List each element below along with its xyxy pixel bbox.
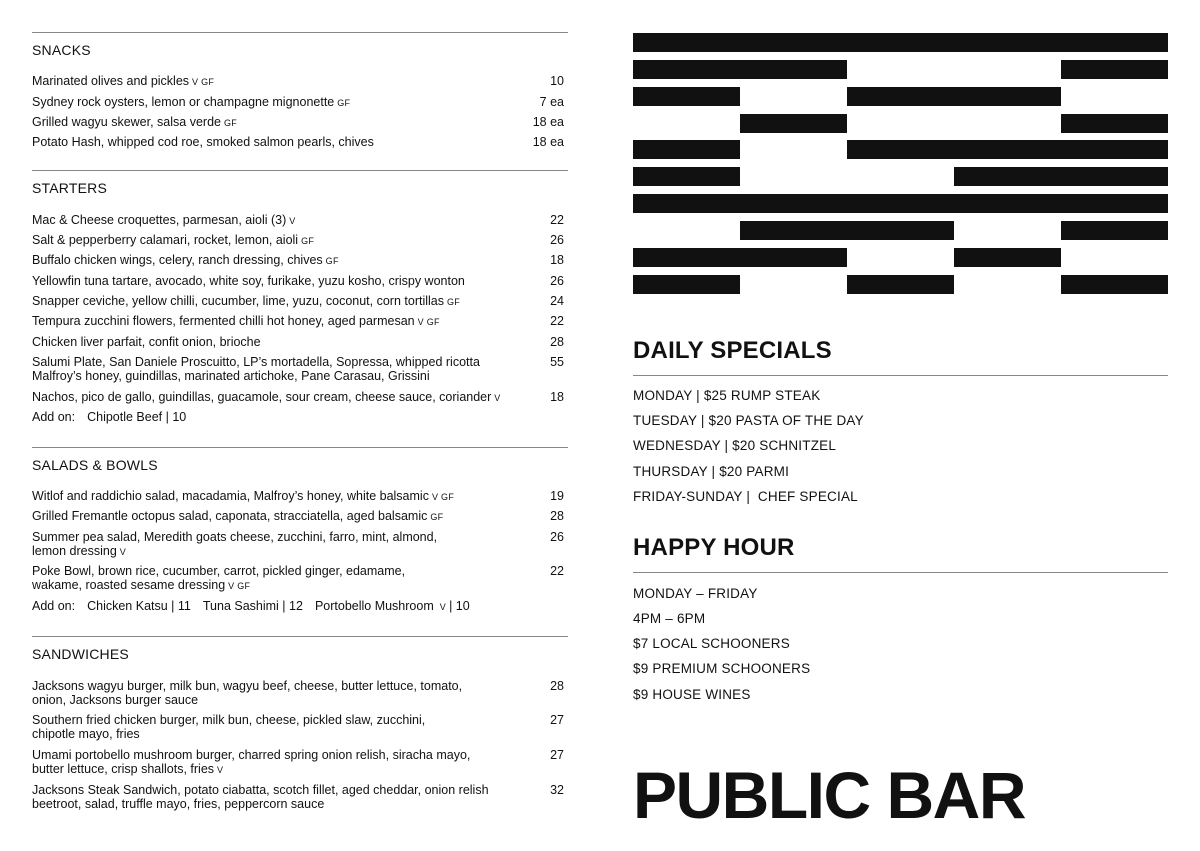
pattern-bar xyxy=(740,221,954,240)
item-price: 26 xyxy=(550,530,564,544)
item-price: 18 ea xyxy=(532,115,564,129)
dietary-tags: GF xyxy=(447,297,461,307)
pattern-bar xyxy=(954,167,1168,186)
add-on-option: Tuna Sashimi | 12 xyxy=(202,599,303,613)
salads-section xyxy=(32,447,568,613)
pattern-bar xyxy=(633,87,740,106)
item-name: Southern fried chicken burger, milk bun, cheese, pickled slaw, zucchini, xyxy=(32,713,426,727)
item-price: 55 xyxy=(550,355,564,369)
item-name: Buffalo chicken wings, celery, ranch dressing, chives xyxy=(32,253,323,267)
pattern-bar xyxy=(1061,60,1168,79)
pattern-bar xyxy=(633,60,847,79)
item-price: 26 xyxy=(550,233,564,247)
item-price: 18 ea xyxy=(532,135,564,149)
pattern-bar xyxy=(633,140,740,159)
item-name-continued: onion, Jacksons burger sauce xyxy=(32,693,199,707)
item-name: Witlof and raddichio salad, macadamia, Malfroy’s honey, white balsamic xyxy=(32,489,429,503)
pattern-bar xyxy=(1061,221,1168,240)
pattern-bar xyxy=(954,248,1061,267)
divider xyxy=(32,636,568,637)
special-line: MONDAY | $25 RUMP STEAK xyxy=(633,388,821,403)
item-name: Snapper ceviche, yellow chilli, cucumber, lime, yuzu, coconut, corn tortillas xyxy=(32,294,444,308)
item-price: 28 xyxy=(550,679,564,693)
item-price: 18 xyxy=(550,253,564,267)
happy-hour-line: 4PM – 6PM xyxy=(633,611,706,626)
item-name: Marinated olives and pickles xyxy=(32,74,190,88)
daily-specials-title: DAILY SPECIALS xyxy=(633,337,832,364)
item-name-continued: lemon dressing xyxy=(32,544,117,558)
item-price: 26 xyxy=(550,274,564,288)
dietary-tags: GF xyxy=(301,236,315,246)
dietary-tags: V xyxy=(289,216,296,226)
dietary-tags: GF xyxy=(223,118,238,128)
pattern-bar xyxy=(740,114,847,133)
item-price: 22 xyxy=(550,213,564,227)
add-on-line xyxy=(32,599,482,613)
pattern-bar xyxy=(1061,275,1168,294)
item-price: 32 xyxy=(550,783,564,797)
item-name: Mac & Cheese croquettes, parmesan, aioli (3) xyxy=(32,213,287,227)
item-price: 28 xyxy=(550,509,564,523)
item-price: 18 xyxy=(550,390,564,404)
item-name: Tempura zucchini flowers, fermented chilli hot honey, aged parmesan xyxy=(32,314,415,328)
add-on-label: Add on: xyxy=(32,599,76,613)
pattern-bar xyxy=(633,248,847,267)
item-name-continued: butter lettuce, crisp shallots, fries xyxy=(32,762,215,776)
item-price: 10 xyxy=(550,74,564,88)
item-name: Jacksons wagyu burger, milk bun, wagyu beef, cheese, butter lettuce, tomato, xyxy=(32,679,463,693)
item-price: 22 xyxy=(550,314,564,328)
special-line: THURSDAY | $20 PARMI xyxy=(633,464,790,479)
add-on-option: Portobello Mushroom xyxy=(314,599,434,613)
item-name: Salt & pepperberry calamari, rocket, lemon, aioli xyxy=(32,233,299,247)
dietary-tags: V xyxy=(439,602,447,612)
pattern-bar xyxy=(633,194,1168,213)
special-line: WEDNESDAY | $20 SCHNITZEL xyxy=(633,438,837,453)
item-name: Potato Hash, whipped cod roe, smoked salmon pearls, chives xyxy=(32,135,374,149)
dietary-tags: GF xyxy=(430,512,444,522)
item-price: 28 xyxy=(550,335,564,349)
dietary-tags: GF xyxy=(337,98,351,108)
item-price: 24 xyxy=(550,294,564,308)
happy-hour-line: $9 PREMIUM SCHOONERS xyxy=(633,661,811,676)
dietary-tags: V GF xyxy=(192,77,215,87)
item-name: Summer pea salad, Meredith goats cheese, zucchini, farro, mint, almond, xyxy=(32,530,438,544)
item-name: Umami portobello mushroom burger, charred spring onion relish, siracha mayo, xyxy=(32,748,471,762)
happy-hour-line: MONDAY – FRIDAY xyxy=(633,586,758,601)
item-price: 7 ea xyxy=(539,95,564,109)
pattern-bar xyxy=(847,140,1168,159)
dietary-tags: V GF xyxy=(417,317,440,327)
dietary-tags: V xyxy=(494,393,501,403)
item-name: Sydney rock oysters, lemon or champagne mignonette xyxy=(32,95,335,109)
section-title: STARTERS xyxy=(32,180,107,196)
item-name: Grilled wagyu skewer, salsa verde xyxy=(32,115,221,129)
item-name: Chicken liver parfait, confit onion, brioche xyxy=(32,335,261,349)
add-on-line xyxy=(32,410,198,424)
item-price: 27 xyxy=(550,748,564,762)
divider xyxy=(633,375,1168,376)
snacks-section xyxy=(32,32,568,149)
item-name: Yellowfin tuna tartare, avocado, white soy, furikake, yuzu kosho, crispy wonton xyxy=(32,274,465,288)
item-name-continued: wakame, roasted sesame dressing xyxy=(32,578,226,592)
starters-section xyxy=(32,170,568,424)
dietary-tags: V xyxy=(217,765,224,775)
add-on-label: Add on: xyxy=(32,410,76,424)
dietary-tags: V GF xyxy=(228,581,251,591)
divider xyxy=(32,170,568,171)
add-on-price: | 10 xyxy=(449,599,470,613)
special-line: TUESDAY | $20 PASTA OF THE DAY xyxy=(633,413,864,428)
item-name-continued: chipotle mayo, fries xyxy=(32,727,140,741)
item-name-continued: Malfroy’s honey, guindillas, marinated artichoke, Pane Carasau, Grissini xyxy=(32,369,430,383)
section-title: SNACKS xyxy=(32,42,91,58)
item-name: Grilled Fremantle octopus salad, caponata, stracciatella, aged balsamic xyxy=(32,509,428,523)
dietary-tags: V GF xyxy=(431,492,455,502)
item-name: Salumi Plate, San Daniele Proscuitto, LP’s mortadella, Sopressa, whipped ricotta xyxy=(32,355,480,369)
pattern-bar xyxy=(1061,114,1168,133)
dietary-tags: V xyxy=(119,547,127,557)
section-title: SANDWICHES xyxy=(32,646,129,662)
happy-hour-line: $7 LOCAL SCHOONERS xyxy=(633,636,790,651)
pattern-bar xyxy=(633,33,1168,52)
item-name: Nachos, pico de gallo, guindillas, guacamole, sour cream, cheese sauce, coriander xyxy=(32,390,492,404)
pattern-bar xyxy=(633,167,740,186)
happy-hour-title: HAPPY HOUR xyxy=(633,534,795,561)
item-name: Poke Bowl, brown rice, cucumber, carrot, pickled ginger, edamame, xyxy=(32,564,406,578)
special-line: FRIDAY-SUNDAY | CHEF SPECIAL xyxy=(633,489,858,504)
divider xyxy=(633,572,1168,573)
sandwiches-section xyxy=(32,636,568,811)
item-price: 19 xyxy=(550,489,564,503)
pattern-bar xyxy=(633,275,740,294)
item-price: 27 xyxy=(550,713,564,727)
dietary-tags: GF xyxy=(325,256,339,266)
divider xyxy=(32,32,568,33)
section-title: SALADS & BOWLS xyxy=(32,457,158,473)
item-name-continued: beetroot, salad, truffle mayo, fries, peppercorn sauce xyxy=(32,797,325,811)
item-price: 22 xyxy=(550,564,564,578)
venue-name: PUBLIC BAR xyxy=(633,758,1025,832)
pattern-bar xyxy=(847,275,954,294)
add-on-option: Chicken Katsu | 11 xyxy=(87,599,191,613)
divider xyxy=(32,447,568,448)
item-name: Jacksons Steak Sandwich, potato ciabatta, scotch fillet, aged cheddar, onion relish xyxy=(32,783,489,797)
add-on-option: Chipotle Beef | 10 xyxy=(87,410,187,424)
happy-hour-line: $9 HOUSE WINES xyxy=(633,687,751,702)
pattern-bar xyxy=(847,87,1061,106)
